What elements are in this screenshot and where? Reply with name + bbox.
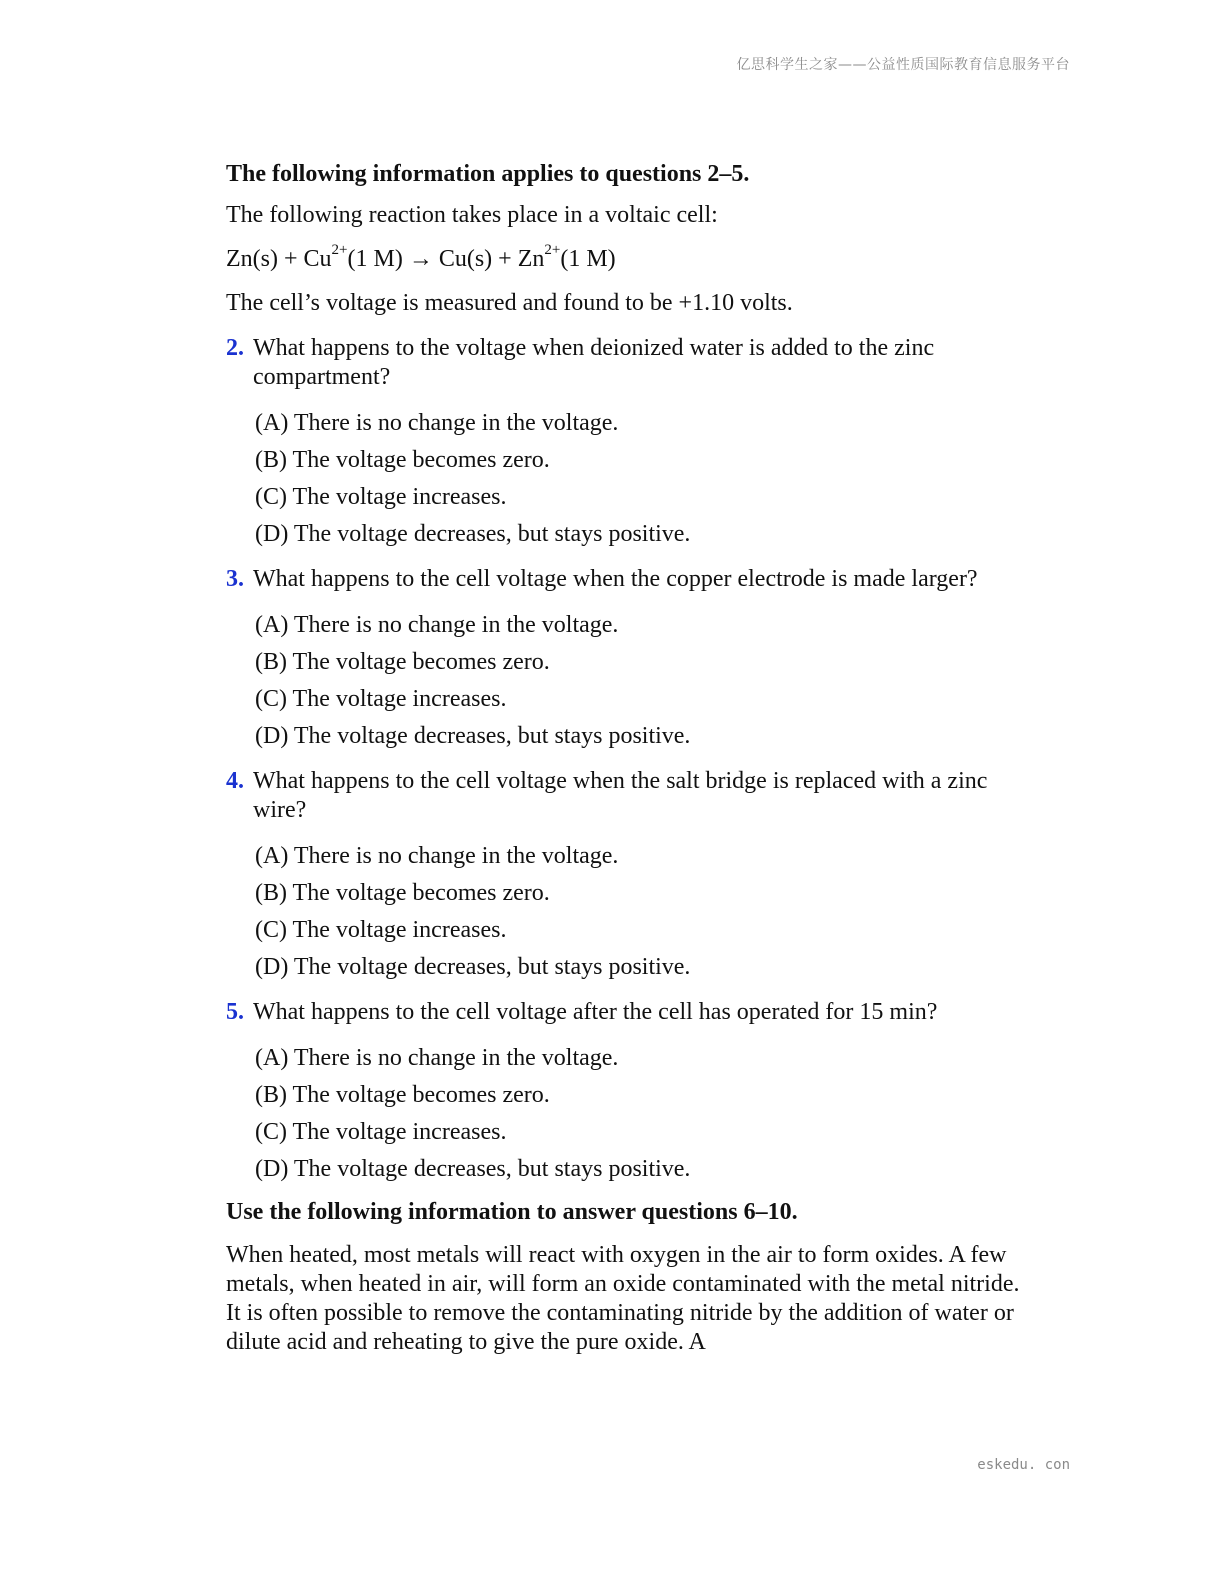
equation-part: (1 M) [560, 246, 616, 272]
answer-option: (A) There is no change in the voltage. [255, 1045, 619, 1071]
answer-option: (D) The voltage decreases, but stays positive. [255, 521, 691, 547]
answer-option: (D) The voltage decreases, but stays positive. [255, 1156, 691, 1182]
page-header-text: 亿思科学生之家——公益性质国际教育信息服务平台 [736, 57, 1070, 73]
intro-text: The following reaction takes place in a voltaic cell: [226, 202, 718, 228]
answer-option: (A) There is no change in the voltage. [255, 612, 619, 638]
info-paragraph: When heated, most metals will react with oxygen in the air to form oxides. A few metals, when heated in air, will form an oxide contaminated with the metal nitride. It is often possible to remove the contaminating nitride by the addition of water or dilute acid and reheating to give the pure oxide. A [226, 1242, 1020, 1355]
answer-option: (B) The voltage becomes zero. [255, 1082, 550, 1108]
question-number: 3. [226, 566, 244, 592]
equation-part: Zn(s) + Cu [226, 246, 332, 272]
answer-options [255, 1044, 1036, 1184]
answer-option: (D) The voltage decreases, but stays positive. [255, 723, 691, 749]
charge-superscript: 2+ [544, 242, 561, 258]
charge-superscript: 2+ [331, 242, 348, 258]
reaction-equation [226, 242, 1036, 274]
document-body [226, 160, 1036, 1372]
question-number: 2. [226, 335, 244, 361]
answer-option: (B) The voltage becomes zero. [255, 447, 550, 473]
answer-option: (C) The voltage increases. [255, 1119, 507, 1145]
answer-option: (D) The voltage decreases, but stays positive. [255, 954, 691, 980]
answer-option: (B) The voltage becomes zero. [255, 649, 550, 675]
answer-option: (A) There is no change in the voltage. [255, 843, 619, 869]
question-item [226, 998, 1036, 1027]
section-heading: Use the following information to answer questions 6–10. [226, 1199, 798, 1225]
answer-options [255, 611, 1036, 751]
question-text: What happens to the cell voltage after the cell has operated for 15 min? [253, 999, 938, 1025]
equation-part: (1 M) → Cu(s) + Zn [347, 246, 545, 272]
answer-options [255, 409, 1036, 549]
question-item [226, 334, 1036, 392]
answer-option: (C) The voltage increases. [255, 917, 507, 943]
section-heading: The following information applies to questions 2–5. [226, 161, 750, 187]
question-number: 5. [226, 999, 244, 1025]
answer-option: (A) There is no change in the voltage. [255, 410, 619, 436]
question-text: What happens to the cell voltage when the copper electrode is made larger? [253, 566, 978, 592]
question-item [226, 565, 1036, 594]
question-item [226, 767, 1036, 825]
question-text: What happens to the cell voltage when the salt bridge is replaced with a zinc wire? [253, 768, 988, 823]
answer-options [255, 842, 1036, 982]
answer-option: (B) The voltage becomes zero. [255, 880, 550, 906]
page-footer-text: eskedu. con [977, 1457, 1070, 1473]
question-number: 4. [226, 768, 244, 794]
answer-option: (C) The voltage increases. [255, 686, 507, 712]
question-text: What happens to the voltage when deionized water is added to the zinc compartment? [253, 335, 935, 390]
measurement-text: The cell’s voltage is measured and found to be +1.10 volts. [226, 290, 793, 316]
answer-option: (C) The voltage increases. [255, 484, 507, 510]
